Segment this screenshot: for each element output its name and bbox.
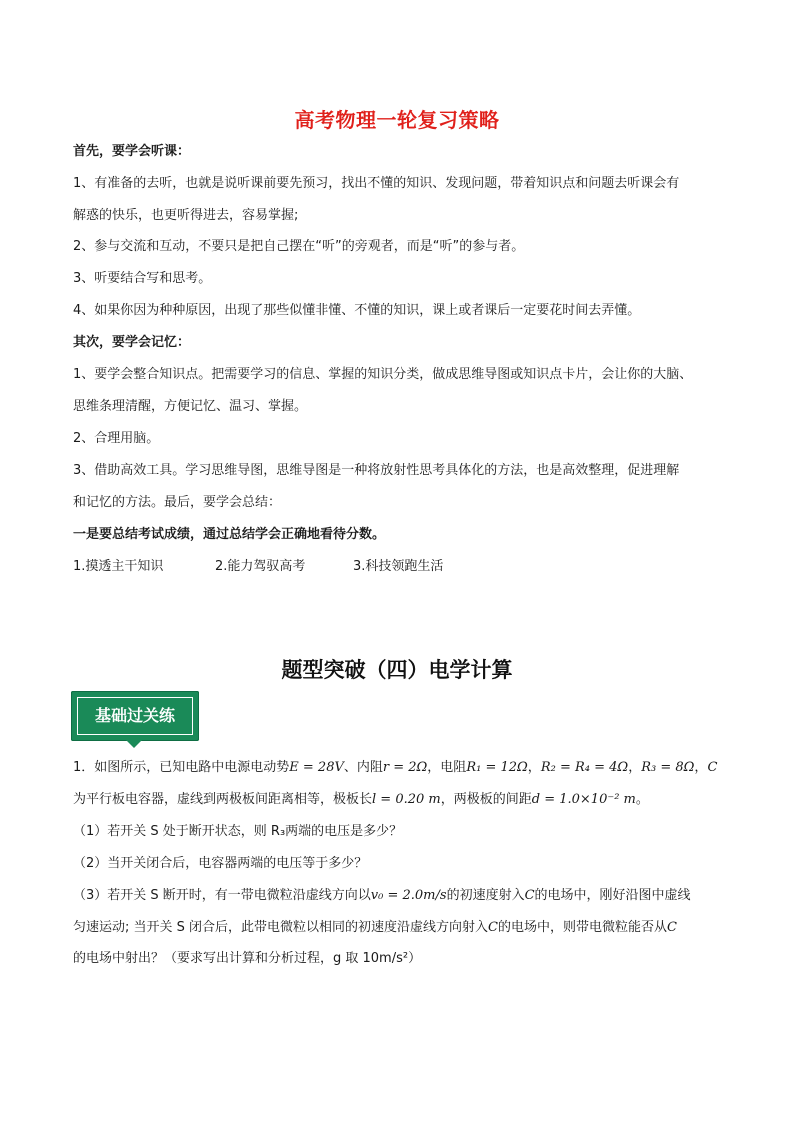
doc-title: 高考物理一轮复习策略 [294,108,500,132]
section-badge [71,691,199,747]
para-memory-2: 2、合理用脑。 [73,431,160,446]
para-listen-1a: 1、有准备的去听，也就是说听课前要先预习，找出不懂的知识、发现问题，带着知识点和问题去听课会有 [73,176,680,191]
heading-summary: 一是要总结考试成绩，通过总结学会正确地看待分数。 [73,527,386,542]
para-memory-3a: 3、借助高效工具。学习思维导图，思维导图是一种将放射性思考具体化的方法，也是高效整理，促进理解 [73,463,680,478]
tip-item: 2.能力驾驭高考 [215,559,306,574]
capacitor-symbol: C [707,760,718,775]
subquestion-3-line-1: （3）若开关 S 断开时，有一带电微粒沿虚线方向以v₀ = 2.0m/s的初速度射入C的电场中，刚好沿图中虚线 [73,888,691,903]
subquestion-3-line-3: 的电场中射出？（要求写出计算和分析过程，g 取 10m/s²） [73,951,422,966]
resistor-r3: R₃ = 8Ω [641,760,695,775]
para-memory-1a: 1、要学会整合知识点。把需要学习的信息、掌握的知识分类，做成思维导图或知识点卡片，会让你的大脑、 [73,367,693,382]
para-listen-4: 4、如果你因为种种原因，出现了那些似懂非懂、不懂的知识，课上或者课后一定要花时间去弄懂。 [73,303,641,318]
para-listen-2: 2、参与交流和互动，不要只是把自己摆在“听”的旁观者，而是“听”的参与者。 [73,239,525,254]
section-title: 题型突破（四）电学计算 [281,657,513,682]
subquestion-3-line-2: 匀速运动; 当开关 S 闭合后，此带电微粒以相同的初速度沿虚线方向射入C的电场中，则带电微粒能否从C [73,920,677,935]
resistor-r1: R₁ = 12Ω [466,760,528,775]
initial-velocity: v₀ = 2.0m/s [370,888,447,903]
para-listen-1b: 解惑的快乐，也更听得进去，容易掌握; [73,208,299,223]
para-memory-3b: 和记忆的方法。最后，要学会总结： [73,495,282,510]
internal-resistance: r = 2Ω [382,760,428,775]
subquestion-1: （1）若开关 S 处于断开状态，则 R₃两端的电压是多少？ [73,824,403,839]
tips-list [73,558,443,576]
subquestion-2: （2）当开关闭合后，电容器两端的电压等于多少？ [73,856,368,871]
tip-item: 3.科技领跑生活 [353,559,444,574]
question-line-1: 1．如图所示，已知电路中电源电动势E = 28V、内阻r = 2Ω，电阻R₁ = 12Ω，R₂ = R₄ = 4Ω，R₃ = 8Ω，C [73,760,718,775]
badge-pointer [126,740,142,748]
resistor-r2-r4: R₂ = R₄ = 4Ω [540,760,629,775]
badge-label: 基础过关练 [94,706,175,725]
tip-item: 1.摸透主干知识 [73,559,164,574]
para-memory-1b: 思维条理清醒，方便记忆、温习、掌握。 [73,399,308,414]
heading-memory: 其次，要学会记忆： [73,335,191,350]
plate-length: l = 0.20 m [372,792,441,807]
plate-distance: d = 1.0×10⁻² m [531,792,636,807]
para-listen-3: 3、听要结合写和思考。 [73,271,212,286]
question-line-2: 为平行板电容器，虚线到两极板间距离相等，极板长l = 0.20 m，两极板的间距d = 1.0×10⁻² m。 [73,792,649,807]
emf-value: E = 28V [289,760,344,775]
heading-listen: 首先，要学会听课： [73,144,191,159]
